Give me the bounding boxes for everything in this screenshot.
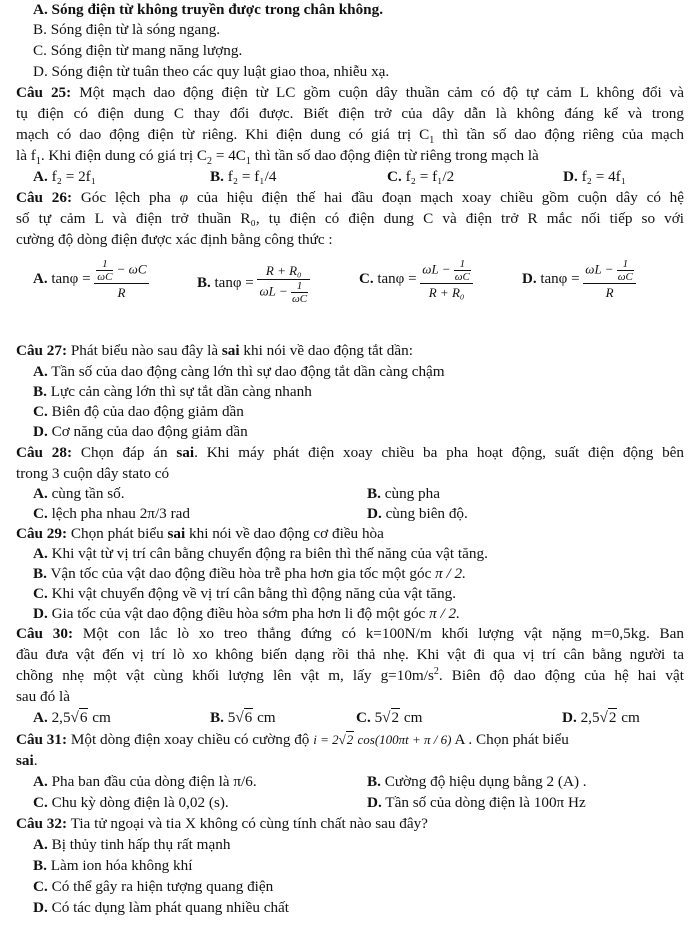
q31-text1b: A . Chọn phát biểu (454, 731, 569, 748)
q29-d-text: Gia tốc của vật dao động điều hòa sớm pha hơn li độ một góc (51, 605, 426, 622)
q28-c-label: C. (33, 505, 48, 522)
q29-option-b (33, 564, 466, 585)
q25-text1: Một mạch dao động điện từ LC gồm cuộn dây thuần cảm có độ tự cảm L không đổi và (79, 84, 685, 101)
q26-b-fraction (257, 262, 310, 305)
q25-option-b (210, 167, 276, 188)
q30-text2: đầu đưa vật đến vị trí lò xo không biến dạng rồi thả nhẹ. Khi vật đi qua vị trí cân bằng người ta (16, 646, 684, 663)
q30-d-label: D. (562, 709, 577, 726)
q31-a-text: Pha ban đầu của dòng điện là π/6. (51, 773, 257, 790)
q26-a-fraction (94, 258, 148, 301)
q25-text4d: thì tần số dao động điện từ riêng trong mạch là (250, 147, 539, 164)
q30-a-root: 6 (79, 709, 88, 726)
q26-b-minus: − (278, 283, 288, 299)
q25-text2: tụ điện có điện dung C thay đổi được. Biết điện trở của dây dẫn là không đáng kể và trong (16, 105, 684, 122)
q26-b-one: 1 (291, 280, 308, 293)
q28-option-b (367, 484, 440, 505)
q32-d-label: D. (33, 899, 48, 916)
q27-heading: Câu 27: (16, 342, 68, 359)
q29-heading: Câu 29: (16, 525, 68, 542)
q29-sai: sai (167, 525, 186, 542)
q26-line3 (16, 230, 333, 251)
q25-a-text: f₂ = 2f₁ (51, 168, 97, 185)
q32-option-a (33, 835, 230, 856)
q28-option-a (33, 484, 125, 505)
q27-sai: sai (221, 342, 240, 359)
q26-d-label: D. (522, 270, 537, 287)
q31-sai: sai (16, 752, 34, 769)
q27-option-b (33, 382, 312, 403)
q27-a-text: Tần số của dao động càng lớn thì sự dao động tắt dần càng chậm (51, 363, 445, 380)
q30-b-coef: 5 (227, 709, 236, 726)
q26-formula-c (359, 258, 473, 301)
q27-b-label: B. (33, 383, 47, 400)
q30-text3b: . Biên độ dao động của hệ hai vật (438, 667, 684, 684)
q30-line4 (16, 687, 70, 708)
q25-sub-f1: 1 (35, 156, 41, 168)
q29-a-label: A. (33, 545, 48, 562)
q28-line2 (16, 464, 169, 485)
q28-heading: Câu 28: (16, 444, 73, 461)
q25-option-a (33, 167, 96, 188)
q31-formula-cos: cos(100πt + π / 6) (357, 732, 452, 747)
q25-text4a: là f (16, 147, 36, 164)
q31-formula-root: 2 (346, 732, 354, 747)
q30-b-root: 6 (244, 709, 253, 726)
q27-text1a: Phát biểu nào sau đây là (70, 342, 219, 359)
q27-option-c (33, 402, 244, 423)
q25-line3 (16, 125, 684, 146)
q30-line3 (16, 666, 684, 687)
q26-formula-a (33, 258, 149, 301)
q26-b-tan: tanφ = (214, 274, 254, 291)
q25-d-text: f₂ = 4f₁ (581, 168, 627, 185)
q32-option-c (33, 877, 273, 898)
q30-c-coef: 5 (374, 709, 383, 726)
q26-text3: cường độ dòng điện được xác định bằng công thức : (16, 231, 333, 248)
q30-d-unit: cm (621, 709, 640, 726)
q32-c-label: C. (33, 878, 48, 895)
q26-phi: φ (179, 189, 189, 206)
q28-line1 (16, 443, 684, 464)
q29-option-a (33, 544, 488, 565)
q32-heading: Câu 32: (16, 815, 68, 832)
q30-text4: sau đó là (16, 688, 70, 705)
q26-d-wl: ωL (585, 261, 602, 277)
q31-d-text: Tần số của dòng điện là 100π Hz (385, 794, 586, 811)
q28-c-text: lệch pha nhau 2π/3 rad (51, 505, 190, 522)
q25-heading: Câu 25: (16, 84, 72, 101)
q32-option-d (33, 898, 289, 919)
q25-text3a: mạch có dao động điện từ riêng. Khi điện dung có giá trị C (16, 126, 430, 143)
q26-c-wc: ωC (454, 271, 470, 283)
q27-option-d (33, 422, 248, 443)
q31-b-label: B. (367, 773, 381, 790)
q30-line2 (16, 645, 684, 666)
q26-heading: Câu 26: (16, 189, 73, 206)
q26-c-fraction (420, 258, 473, 301)
q26-line2 (16, 209, 684, 230)
q26-a-wc: ωC (97, 271, 113, 283)
q30-b-label: B. (210, 709, 224, 726)
q26-c-label: C. (359, 270, 374, 287)
q29-option-d (33, 604, 460, 625)
q26-b-wc: ωC (291, 293, 308, 305)
q27-text1b: khi nói về dao động tắt dần: (243, 342, 413, 359)
q26-d-r: R (605, 285, 614, 300)
q26-text2: số tự cảm L và điện trở thuần R₀, tụ điện có điện dung C và điện trở R mắc nối tiếp so với (16, 210, 684, 227)
q32-text1: Tia tử ngoại và tia X không có cùng tính chất nào sau đây? (70, 815, 428, 832)
q31-b-text: Cường độ hiệu dụng bằng 2 (A) . (384, 773, 587, 790)
q30-line1 (16, 624, 684, 645)
q31-dot: . (33, 752, 38, 769)
q25-c-label: C. (387, 168, 402, 185)
q31-line1 (16, 730, 569, 751)
q25-text4c: = 4C (212, 147, 246, 164)
q29-a-text: Khi vật từ vị trí cân bằng chuyển động ra biên thì thế năng của vật tăng. (51, 545, 488, 562)
q28-text2: trong 3 cuộn dây stato có (16, 465, 170, 482)
q26-d-fraction (583, 258, 636, 301)
q29-line1 (16, 524, 384, 545)
q30-a-label: A. (33, 709, 48, 726)
q31-text1: Một dòng điện xoay chiều có cường độ (70, 731, 310, 748)
q26-text1b: của hiệu điện thế hai đầu đoạn mạch xoay chiều gồm cuộn dây có hệ (196, 189, 685, 206)
option-b-line (33, 20, 220, 41)
q30-option-b: B. 5√6 cm (210, 709, 276, 726)
q27-c-text: Biên độ của dao động giảm dần (51, 403, 244, 420)
option-c-line (33, 41, 242, 62)
q25-b-label: B. (210, 168, 224, 185)
q26-a-label: A. (33, 270, 48, 287)
q31-d-label: D. (367, 794, 382, 811)
q31-option-c (33, 793, 229, 814)
option-a-line (33, 0, 383, 21)
q26-c-minus: − (441, 261, 451, 277)
q32-c-text: Có thể gây ra hiện tượng quang điện (51, 878, 274, 895)
q25-sub3: 1 (245, 156, 251, 168)
q25-c-text: f₂ = f₁/2 (405, 168, 455, 185)
q26-text1a: Góc lệch pha (80, 189, 171, 206)
q25-line2 (16, 104, 684, 125)
q30-c-root: 2 (391, 709, 400, 726)
option-c-text: C. Sóng điện từ mang năng lượng. (33, 42, 243, 59)
q28-option-c (33, 504, 190, 525)
q27-a-label: A. (33, 363, 48, 380)
q26-d-wc: ωC (617, 271, 633, 283)
q26-formula-d (522, 258, 636, 301)
q30-text3a: chồng nhẹ một vật cùng khối lượng lên vật m, lấy g=10m/s (16, 667, 434, 684)
q25-text3b: thì tần số dao động riêng của mạch (434, 126, 684, 143)
q25-d-label: D. (563, 168, 578, 185)
q25-sub2: 2 (207, 156, 213, 168)
q25-b-text: f₂ = f₁/4 (227, 168, 277, 185)
q31-formula: i = 2√2 cos(100πt + π / 6) (313, 732, 452, 747)
q28-text1b: . Khi máy phát điện xoay chiều ba pha hoạt động, suất điện động bên (194, 444, 685, 461)
q26-d-one: 1 (617, 258, 634, 271)
q25-sub1: 1 (429, 135, 435, 147)
q30-a-coef: 2,5 (51, 709, 71, 726)
q26-line1 (16, 188, 684, 209)
q26-b-wl: ωL (259, 283, 276, 299)
q30-b-unit: cm (257, 709, 276, 726)
q31-formula-i: i = 2 (313, 732, 339, 747)
q25-a-label: A. (33, 168, 48, 185)
q26-formula-b (197, 262, 310, 305)
option-b-text: B. Sóng điện từ là sóng ngang. (33, 21, 221, 38)
q26-d-tan: tanφ = (540, 270, 580, 287)
q26-a-tan: tanφ = (51, 270, 91, 287)
q31-c-label: C. (33, 794, 48, 811)
q27-line1 (16, 341, 413, 362)
q28-d-text: cùng biên độ. (385, 505, 468, 522)
option-d-text: D. Sóng điện từ tuân theo các quy luật giao thoa, nhiễu xạ. (33, 63, 390, 80)
q30-text1: Một con lắc lò xo treo thẳng đứng có k=100N/m khối lượng vật nặng m=0,5kg. Ban (82, 625, 685, 642)
q28-d-label: D. (367, 505, 382, 522)
q25-option-c (387, 167, 454, 188)
q28-a-label: A. (33, 485, 48, 502)
q27-d-text: Cơ năng của dao động giảm dần (51, 423, 248, 440)
q25-text4b: . Khi điện dung có giá trị C (40, 147, 208, 164)
q26-b-rr0: R + R₀ (257, 262, 310, 280)
q29-c-label: C. (33, 585, 48, 602)
q28-a-text: cùng tần số. (51, 485, 125, 502)
q32-b-text: Làm ion hóa không khí (50, 857, 193, 874)
q30-option-c: C. 5√2 cm (356, 709, 423, 726)
q32-b-label: B. (33, 857, 47, 874)
q30-c-unit: cm (403, 709, 423, 726)
q25-line1 (16, 83, 684, 104)
q31-a-label: A. (33, 773, 48, 790)
q29-b-text: Vận tốc của vật dao động điều hòa trễ pha hơn gia tốc một góc (50, 565, 432, 582)
q26-b-label: B. (197, 274, 211, 291)
q30-option-d: D. 2,5√2 cm (562, 709, 640, 726)
q32-d-text: Có tác dụng làm phát quang nhiều chất (51, 899, 290, 916)
q31-option-d (367, 793, 586, 814)
q28-sai: sai (176, 444, 195, 461)
q30-a-unit: cm (92, 709, 111, 726)
q29-option-c (33, 584, 456, 605)
q28-option-d (367, 504, 468, 525)
q29-text1a: Chọn phát biểu (70, 525, 164, 542)
q28-b-text: cùng pha (384, 485, 440, 502)
q27-c-label: C. (33, 403, 48, 420)
q26-d-minus: − (604, 261, 614, 277)
option-d-line (33, 62, 389, 83)
q30-option-a: A. 2,5√6 cm (33, 709, 111, 726)
q28-b-label: B. (367, 485, 381, 502)
q26-a-one: 1 (96, 258, 113, 271)
q31-option-b (367, 772, 587, 793)
q30-sup: 2 (433, 665, 439, 677)
q28-text1a: Chọn đáp án (80, 444, 168, 461)
q27-d-label: D. (33, 423, 48, 440)
option-a-text: A. Sóng điện từ không truyền được trong chân không. (33, 1, 384, 18)
q25-line4 (16, 146, 539, 167)
q30-heading: Câu 30: (16, 625, 74, 642)
q29-c-text: Khi vật chuyển động về vị trí cân bằng thì động năng của vật tăng. (51, 585, 457, 602)
q29-b-value: π / 2. (435, 565, 466, 582)
q26-c-tan: tanφ = (377, 270, 417, 287)
q27-b-text: Lực cản càng lớn thì sự tắt dần càng nhanh (50, 383, 312, 400)
q32-a-text: Bị thủy tinh hấp thụ rất mạnh (51, 836, 231, 853)
q31-heading: Câu 31: (16, 731, 68, 748)
q26-c-rr0: R + R₀ (428, 285, 465, 300)
q31-option-a (33, 772, 257, 793)
q29-text1b: khi nói về dao động cơ điều hòa (189, 525, 384, 542)
q30-c-label: C. (356, 709, 371, 726)
q29-d-value: π / 2. (429, 605, 460, 622)
q32-line1 (16, 814, 428, 835)
q26-c-wl: ωL (422, 261, 439, 277)
q26-a-r: R (117, 285, 126, 300)
q26-a-minus-wc: − ωC (116, 261, 147, 277)
q30-d-coef: 2,5 (580, 709, 600, 726)
q32-option-b (33, 856, 192, 877)
q25-option-d (563, 167, 626, 188)
q27-option-a (33, 362, 445, 383)
q32-a-label: A. (33, 836, 48, 853)
q31-line2 (16, 751, 38, 772)
q26-c-one: 1 (454, 258, 471, 271)
q29-b-label: B. (33, 565, 47, 582)
q31-c-text: Chu kỳ dòng điện là 0,02 (s). (51, 794, 229, 811)
q29-d-label: D. (33, 605, 48, 622)
q30-d-root: 2 (608, 709, 617, 726)
